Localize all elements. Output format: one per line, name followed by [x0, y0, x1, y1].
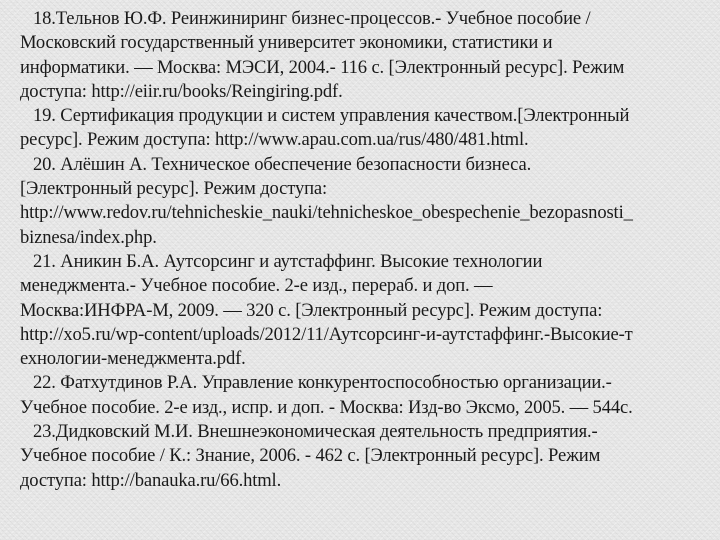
reference-line: доступа: http://eiir.ru/books/Reingiring.pdf.	[20, 80, 343, 102]
reference-line: 20. Алёшин А. Техническое обеспечение безопасности бизнеса.	[33, 153, 532, 175]
reference-line: 21. Аникин Б.А. Аутсорсинг и аутстаффинг. Высокие технологии	[33, 250, 543, 272]
reference-line: 19. Сертификация продукции и систем управления качеством.[Электронный	[33, 105, 630, 127]
reference-line: Учебное пособие / К.: Знание, 2006. - 462 с. [Электронный ресурс]. Режим	[20, 445, 601, 467]
reference-item-21	[20, 250, 700, 371]
reference-item-22	[20, 371, 700, 420]
reference-line: Москва:ИНФРА-М, 2009. — 320 с. [Электронный ресурс]. Режим доступа:	[20, 299, 603, 321]
reference-line: ресурс]. Режим доступа: http://www.apau.com.ua/rus/480/481.html.	[20, 129, 529, 151]
reference-line: 18.Тельнов Ю.Ф. Реинжиниринг бизнес-процессов.- Учебное пособие /	[33, 8, 591, 29]
reference-line: 23.Дидковский М.И. Внешнеэкономическая деятельность предприятия.-	[33, 421, 598, 443]
reference-item-20	[20, 153, 700, 250]
reference-list	[20, 7, 700, 493]
reference-line: Московский государственный университет экономики, статистики и	[20, 32, 553, 54]
reference-line: Учебное пособие. 2-е изд., испр. и доп. - Москва: Изд-во Эксмо, 2005. — 544с.	[20, 396, 633, 418]
reference-line: biznesa/index.php.	[20, 226, 157, 248]
reference-line: [Электронный ресурс]. Режим доступа:	[20, 178, 328, 200]
reference-line: информатики. — Москва: МЭСИ, 2004.- 116 с. [Электронный ресурс]. Режим	[20, 56, 625, 78]
reference-line: 22. Фатхутдинов Р.А. Управление конкурентоспособностью организации.-	[33, 372, 612, 394]
reference-item-23	[20, 420, 700, 493]
reference-line: http://www.redov.ru/tehnicheskie_nauki/tehnicheskoe_obespechenie_bezopasnosti_	[20, 202, 633, 224]
reference-line: http://xo5.ru/wp-content/uploads/2012/11/Аутсорсинг-и-аутстаффинг.-Высокие-т	[20, 323, 633, 345]
reference-item-18	[20, 7, 700, 104]
reference-line: доступа: http://banauka.ru/66.html.	[20, 469, 282, 491]
reference-item-19	[20, 104, 700, 153]
reference-line: менеджмента.- Учебное пособие. 2-е изд., перераб. и доп. —	[20, 275, 493, 297]
reference-line: ехнологии-менеджмента.pdf.	[20, 348, 246, 370]
